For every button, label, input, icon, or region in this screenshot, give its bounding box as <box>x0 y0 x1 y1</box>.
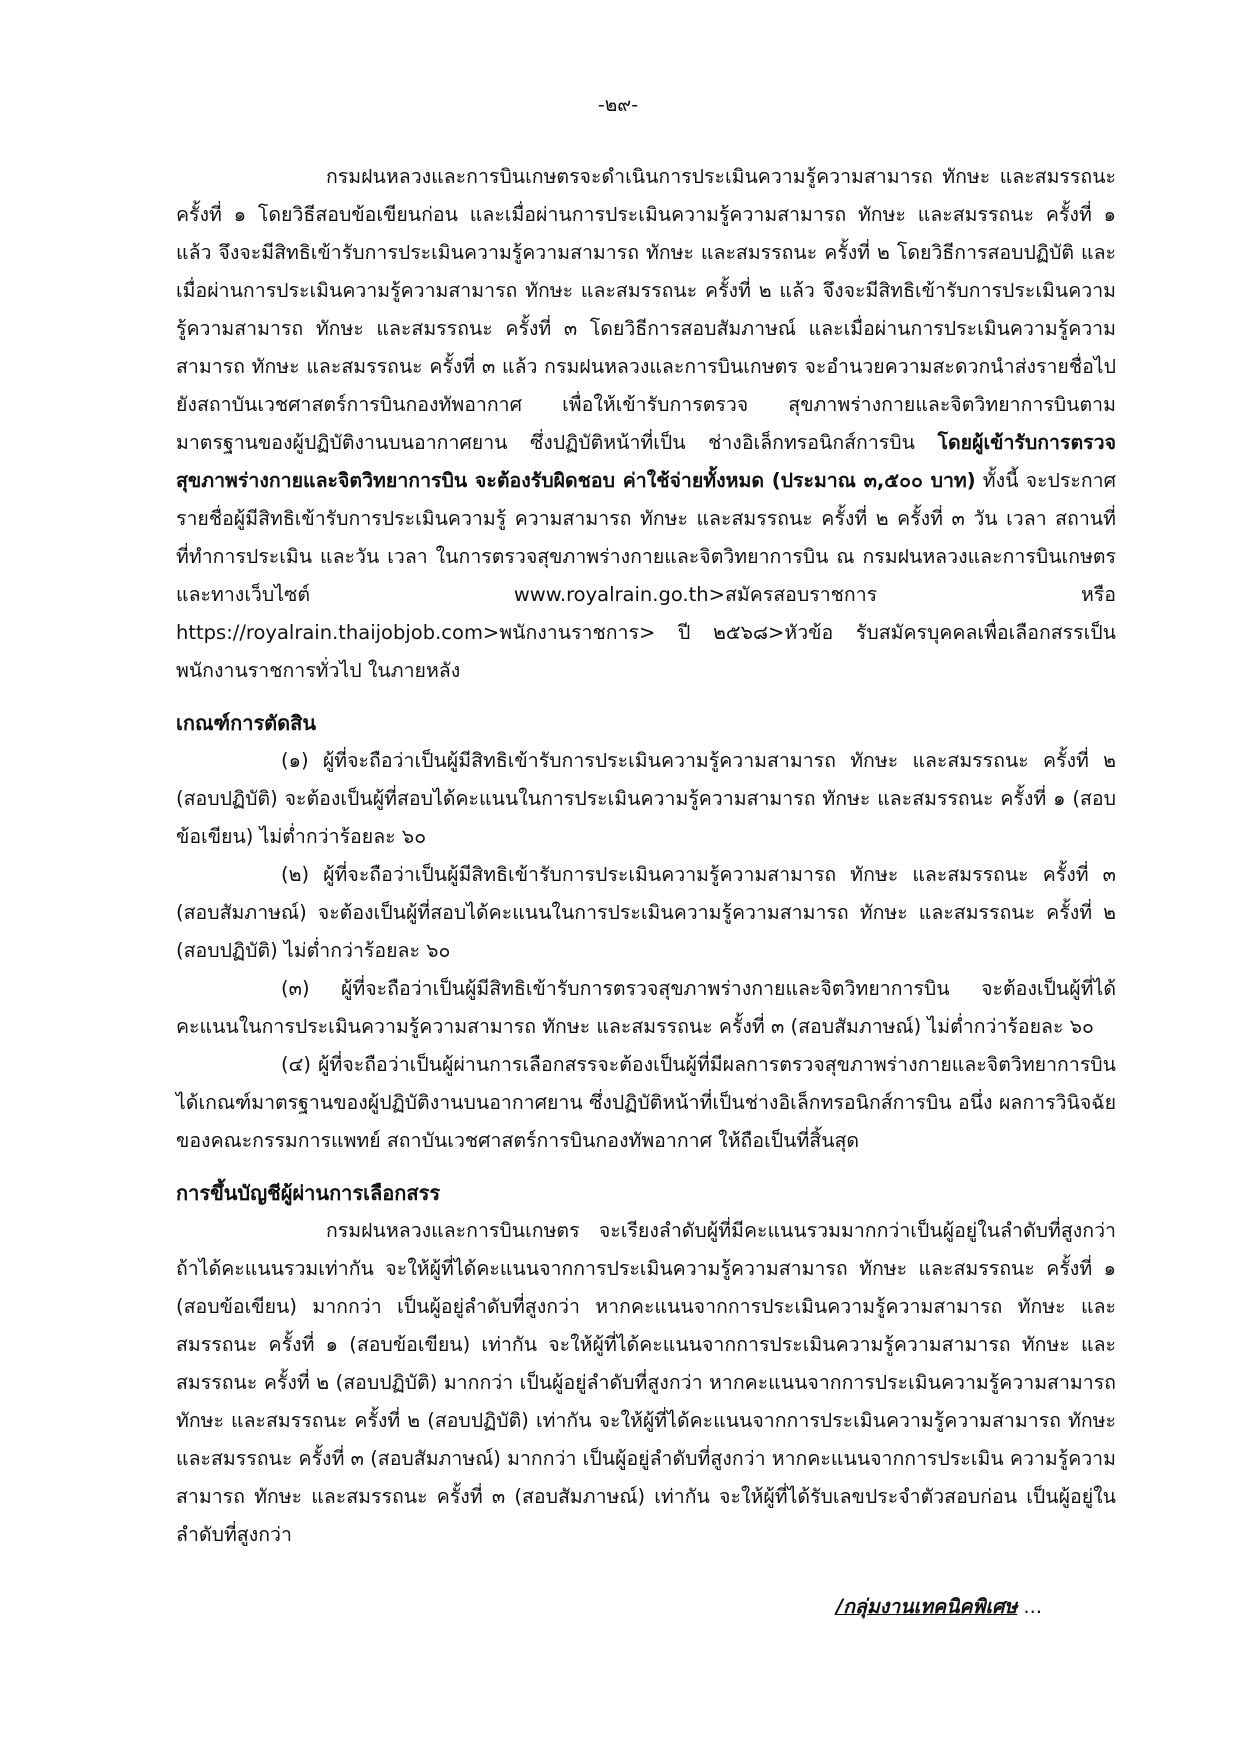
criteria-item-2: (๒) ผู้ที่จะถือว่าเป็นผู้มีสิทธิเข้ารับการประเมินความรู้ความสามารถ ทักษะ และสมรรถนะ ครั้งที่ ๓ (สอบสัมภาษณ์) จะต้องเป็นผู้ที่สอบได้คะแนนในการประเมินความรู้ความสามารถ ทักษะ และสมรรถนะ ครั้งที่ ๒ (สอบปฏิบัติ) ไม่ต่ำกว่าร้อยละ ๖๐ <box>176 863 1116 962</box>
criteria-item-1: (๑) ผู้ที่จะถือว่าเป็นผู้มีสิทธิเข้ารับการประเมินความรู้ความสามารถ ทักษะ และสมรรถนะ ครั้งที่ ๒ (สอบปฏิบัติ) จะต้องเป็นผู้ที่สอบได้คะแนนในการประเมินความรู้ความสามารถ ทักษะ และสมรรถนะ ครั้งที่ ๑ (สอบข้อเขียน) ไม่ต่ำกว่าร้อยละ ๖๐ <box>176 749 1116 848</box>
continuation-reference: /กลุ่มงานเทคนิคพิเศษ <box>836 1595 1018 1618</box>
criteria-heading: เกณฑ์การตัดสิน <box>176 711 317 735</box>
criteria-item-4: (๔) ผู้ที่จะถือว่าเป็นผู้ผ่านการเลือกสรรจะต้องเป็นผู้ที่มีผลการตรวจสุขภาพร่างกายและจิตวิทยาการบิน ได้เกณฑ์มาตรฐานของผู้ปฏิบัติงานบนอากาศยาน ซึ่งปฏิบัติหน้าที่เป็นช่างอิเล็กทรอนิกส์การบิน อนึ่ง ผลการวินิจฉัย ของคณะกรรมการแพทย์ สถาบันเวชศาสตร์การบินกองทัพอากาศ ให้ถือเป็นที่สิ้นสุด <box>176 1053 1116 1152</box>
website-link-thaijobjob: https://royalrain.thaijobjob.com>พนักงานราชการ> <box>176 621 656 644</box>
intro-text-1: กรมฝนหลวงและการบินเกษตรจะดำเนินการประเมินความรู้ความสามารถ ทักษะ และสมรรถนะ ครั้งที่ ๑ โดยวิธีสอบข้อเขียนก่อน และเมื่อผ่านการประเมินความรู้ความสามารถ ทักษะ และสมรรถนะ ครั้งที่ ๑ แล้ว จึงจะมีสิทธิเข้ารับการประเมินความรู้ความสามารถ ทักษะ และสมรรถนะ ครั้งที่ ๒ โดยวิธีการสอบปฏิบัติ และเมื่อผ่านการประเมินความรู้ความสามารถ ทักษะ และสมรรถนะ ครั้งที่ ๒ แล้ว จึงจะมีสิทธิเข้ารับการประเมินความรู้ความสามารถ ทักษะ และสมรรถนะ ครั้งที่ ๓ โดยวิธีการสอบสัมภาษณ์ และเมื่อผ่านการประเมินความรู้ความสามารถ ทักษะ และสมรรถนะ ครั้งที่ ๓ แล้ว กรมฝนหลวงและการบินเกษตร จะอำนวยความสะดวกนำส่งรายชื่อไปยังสถาบันเวชศาสตร์การบินกองทัพอากาศ เพื่อให้เข้ารับการตรวจ สุขภาพร่างกายและจิตวิทยาการบินตามมาตรฐานของผู้ปฏิบัติงานบนอากาศยาน ซึ่งปฏิบัติหน้าที่เป็น ช่างอิเล็กทรอนิกส์การบิน <box>176 165 1116 454</box>
document-body <box>176 158 1116 1554</box>
or-text: หรือ <box>877 583 1116 606</box>
intro-cost-notice: โดยผู้เข้ารับการตรวจสุขภาพร่างกายและจิตวิทยาการบิน จะต้องรับผิดชอบ ค่าใช้จ่ายทั้งหมด (ประมาณ ๓,๕๐๐ บาท) <box>176 431 1116 492</box>
intro-text-2: ทั้งนี้ จะประกาศรายชื่อผู้มีสิทธิเข้ารับการประเมินความรู้ ความสามารถ ทักษะ และสมรรถนะ ครั้งที่ ๒ ครั้งที่ ๓ วัน เวลา สถานที่ที่ทำการประเมิน และวัน เวลา ในการตรวจสุขภาพร่างกายและจิตวิทยาการบิน ณ กรมฝนหลวงและการบินเกษตร และทางเว็บไซต์ <box>176 469 1117 606</box>
website-link-royalrain: www.royalrain.go.th>สมัครสอบราชการ <box>513 583 878 606</box>
ranking-paragraph: กรมฝนหลวงและการบินเกษตร จะเรียงลำดับผู้ที่มีคะแนนรวมมากกว่าเป็นผู้อยู่ในลำดับที่สูงกว่า ถ้าได้คะแนนรวมเท่ากัน จะให้ผู้ที่ได้คะแนนจากการประเมินความรู้ความสามารถ ทักษะ และสมรรถนะ ครั้งที่ ๑ (สอบข้อเขียน) มากกว่า เป็นผู้อยู่ลำดับที่สูงกว่า หากคะแนนจากการประเมินความรู้ความสามารถ ทักษะ และ สมรรถนะ ครั้งที่ ๑ (สอบข้อเขียน) เท่ากัน จะให้ผู้ที่ได้คะแนนจากการประเมินความรู้ความสามารถ ทักษะ และ สมรรถนะ ครั้งที่ ๒ (สอบปฏิบัติ) มากกว่า เป็นผู้อยู่ลำดับที่สูงกว่า หากคะแนนจากการประเมินความรู้ความสามารถ ทักษะ และสมรรถนะ ครั้งที่ ๒ (สอบปฏิบัติ) เท่ากัน จะให้ผู้ที่ได้คะแนนจากการประเมินความรู้ความสามารถ ทักษะ และสมรรถนะ ครั้งที่ ๓ (สอบสัมภาษณ์) มากกว่า เป็นผู้อยู่ลำดับที่สูงกว่า หากคะแนนจากการประเมิน ความรู้ความสามารถ ทักษะ และสมรรถนะ ครั้งที่ ๓ (สอบสัมภาษณ์) เท่ากัน จะให้ผู้ที่ได้รับเลขประจำตัวสอบก่อน เป็นผู้อยู่ในลำดับที่สูงกว่า <box>176 1219 1116 1546</box>
page-number: -๒๙- <box>597 94 639 116</box>
continuation-ellipsis: ... <box>1017 1595 1043 1618</box>
ranking-heading: การขึ้นบัญชีผู้ผ่านการเลือกสรร <box>176 1181 441 1205</box>
intro-text-3: ปี ๒๕๖๘>หัวข้อ รับสมัครบุคคลเพื่อเลือกสรรเป็นพนักงานราชการทั่วไป ในภายหลัง <box>176 621 1116 682</box>
continuation-note <box>836 1592 1126 1622</box>
intro-paragraph <box>176 158 1116 690</box>
criteria-item-3: (๓) ผู้ที่จะถือว่าเป็นผู้มีสิทธิเข้ารับการตรวจสุขภาพร่างกายและจิตวิทยาการบิน จะต้องเป็นผู้ที่ได้ คะแนนในการประเมินความรู้ความสามารถ ทักษะ และสมรรถนะ ครั้งที่ ๓ (สอบสัมภาษณ์) ไม่ต่ำกว่าร้อยละ ๖๐ <box>176 977 1116 1038</box>
